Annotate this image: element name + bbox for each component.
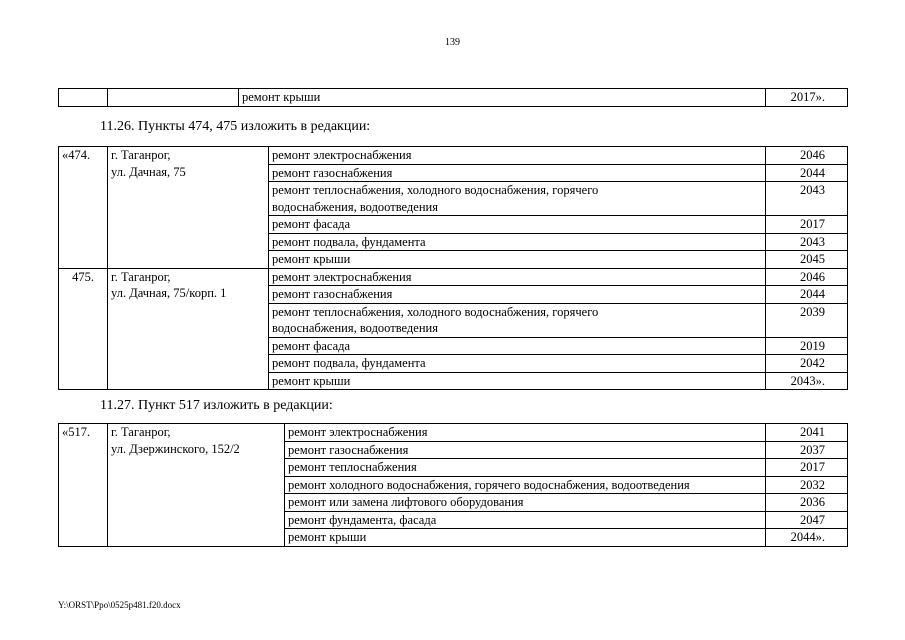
work-cell: ремонт подвала, фундамента (269, 233, 766, 251)
address-cell (108, 424, 285, 547)
address-cell (108, 147, 269, 269)
address-city: г. Таганрог, (111, 148, 171, 162)
table-517 (58, 423, 848, 547)
year-cell: 2039 (766, 303, 848, 337)
address-cell (108, 268, 269, 390)
page-number: 139 (445, 37, 460, 48)
work-cell: ремонт крыши (269, 372, 766, 390)
footer-file-path: Y:\ORST\Ppo\0525p481.f20.docx (58, 600, 181, 610)
work-cell: ремонт теплоснабжения (285, 459, 766, 477)
work-cell (269, 303, 766, 337)
table-474-475 (58, 146, 848, 390)
year-cell: 2044 (766, 164, 848, 182)
work-cell: ремонт холодного водоснабжения, горячего водоснабжения, водоотведения (285, 476, 766, 494)
work-cell: ремонт крыши (285, 529, 766, 547)
work-line: водоснабжения, водоотведения (272, 321, 438, 335)
work-cell: ремонт крыши (269, 251, 766, 269)
year-cell: 2017 (766, 216, 848, 234)
address-cell (108, 89, 239, 107)
address-city: г. Таганрог, (111, 425, 171, 439)
year-cell: 2019 (766, 337, 848, 355)
work-cell: ремонт фасада (269, 216, 766, 234)
item-number-text: «474. (62, 148, 91, 162)
table-continuation (58, 88, 848, 107)
year-cell: 2046 (766, 268, 848, 286)
num-cell (59, 89, 108, 107)
address-street: ул. Дачная, 75/корп. 1 (111, 286, 227, 300)
table-row (59, 89, 848, 107)
year-cell: 2044 (766, 286, 848, 304)
work-cell: ремонт или замена лифтового оборудования (285, 494, 766, 512)
work-cell: ремонт электроснабжения (269, 147, 766, 165)
work-cell: ремонт газоснабжения (269, 164, 766, 182)
work-cell: ремонт электроснабжения (269, 268, 766, 286)
work-cell: ремонт электроснабжения (285, 424, 766, 442)
address-street: ул. Дачная, 75 (111, 164, 186, 179)
work-cell: ремонт фундамента, фасада (285, 511, 766, 529)
year-cell: 2036 (766, 494, 848, 512)
work-line: водоснабжения, водоотведения (272, 199, 438, 214)
item-number (59, 147, 108, 269)
year-cell: 2047 (766, 511, 848, 529)
paragraph-11-27: 11.27. Пункт 517 изложить в редакции: (100, 398, 333, 413)
year-cell: 2043 (766, 182, 848, 216)
table-row (59, 424, 848, 442)
item-number-text: 475. (72, 269, 94, 284)
year-cell: 2017 (766, 459, 848, 477)
item-number (59, 424, 108, 547)
year-cell: 2032 (766, 476, 848, 494)
year-cell: 2043 (766, 233, 848, 251)
paragraph-11-26: 11.26. Пункты 474, 475 изложить в редакции: (100, 119, 371, 134)
work-cell: ремонт газоснабжения (269, 286, 766, 304)
year-cell: 2037 (766, 441, 848, 459)
item-number-text: «517. (62, 425, 91, 439)
table-row (59, 147, 848, 165)
year-cell: 2041 (766, 424, 848, 442)
year-cell: 2042 (766, 355, 848, 373)
work-cell: ремонт крыши (239, 89, 766, 107)
address-city: г. Таганрог, (111, 269, 171, 284)
year-cell: 2045 (766, 251, 848, 269)
table-row (59, 268, 848, 286)
year-cell: 2017». (766, 89, 848, 107)
year-cell: 2046 (766, 147, 848, 165)
item-number (59, 268, 108, 390)
work-cell (269, 182, 766, 216)
work-cell: ремонт фасада (269, 337, 766, 355)
work-line: ремонт теплоснабжения, холодного водоснабжения, горячего (272, 304, 599, 319)
work-cell: ремонт подвала, фундамента (269, 355, 766, 373)
address-street: ул. Дзержинского, 152/2 (111, 441, 240, 456)
year-cell: 2044». (766, 529, 848, 547)
work-cell: ремонт газоснабжения (285, 441, 766, 459)
year-cell: 2043». (766, 372, 848, 390)
work-line: ремонт теплоснабжения, холодного водоснабжения, горячего (272, 183, 599, 197)
